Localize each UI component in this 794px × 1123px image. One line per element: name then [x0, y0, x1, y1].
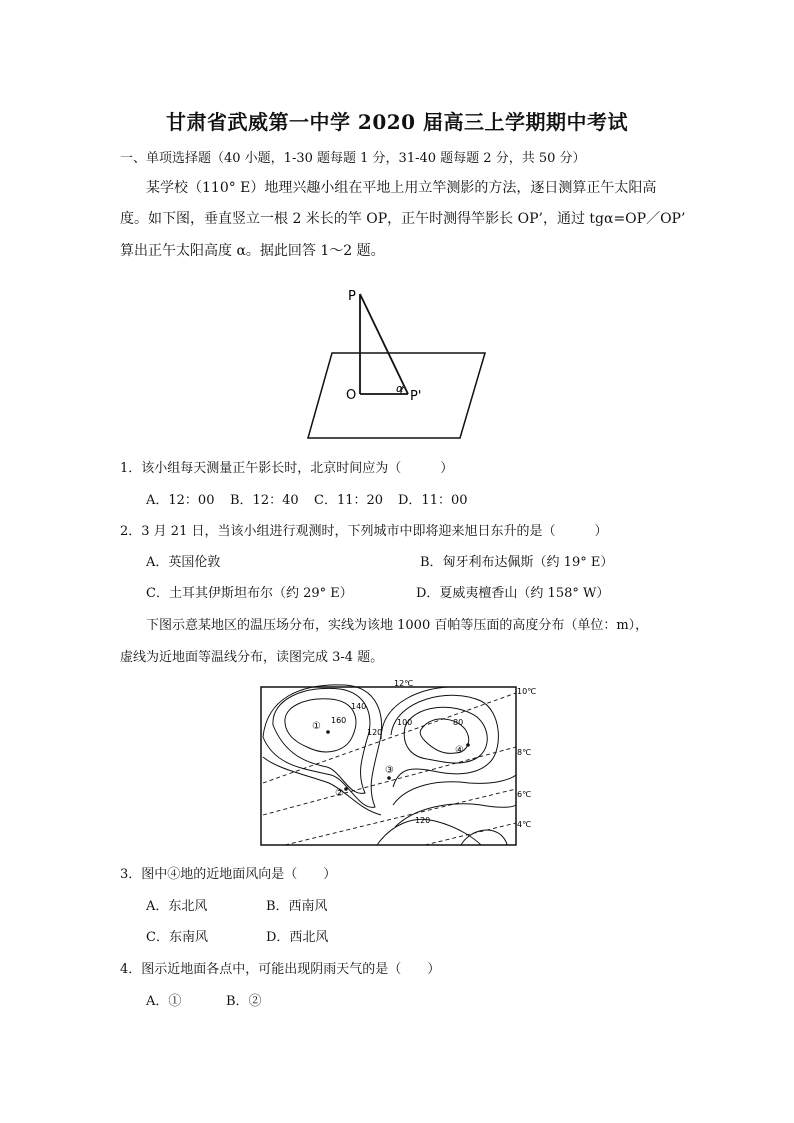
height-100-label: 100: [397, 718, 413, 727]
q1-option-a: A．12：00: [146, 493, 215, 508]
page-title: 甘肃省武威第一中学 2020 届高三上学期期中考试: [165, 110, 629, 134]
iso-8-label: 8℃: [517, 748, 532, 757]
height-120b-label: 120: [415, 816, 431, 825]
q3-option-a: A．东北风: [146, 899, 208, 914]
q4-option-a: A．①: [146, 994, 182, 1009]
iso-4-label: 4℃: [517, 820, 532, 829]
q2-option-a: A．英国伦敦: [146, 555, 221, 570]
iso-6-label: 6℃: [517, 790, 532, 799]
point-2-dot: [344, 787, 348, 791]
sun-ray-line: [360, 294, 408, 394]
q3-option-b: B．西南风: [266, 899, 328, 914]
iso-12-label: 12℃: [394, 679, 414, 688]
label-o: O: [346, 388, 357, 403]
q3-option-c: C．东南风: [146, 930, 208, 945]
q2-stem: 2．3 月 21 日，当该小组进行观测时，下列城市中即将迎来旭日东升的是（ ）: [120, 524, 608, 539]
intro1-line3: 算出正午太阳高度 α。据此回答 1～2 题。: [120, 243, 385, 259]
height-160-label: 160: [331, 716, 347, 725]
point-1-dot: [326, 730, 330, 734]
pole-shadow-figure: [300, 280, 500, 445]
intro2-line1: 下图示意某地区的温压场分布，实线为该地 1000 百帕等压面的高度分布（单位：m），: [146, 618, 649, 633]
point-4-label: ④: [455, 745, 464, 756]
point-3-dot: [387, 776, 391, 780]
q2-option-b: B．匈牙利布达佩斯（约 19° E）: [420, 555, 614, 570]
isobar-isotherm-map: [255, 675, 540, 850]
q1-option-d: D．11：00: [398, 493, 468, 508]
point-2-label: ②: [335, 788, 344, 799]
section-header: 一、单项选择题（40 小题，1-30 题每题 1 分，31-40 题每题 2 分，共 50 分）: [120, 151, 586, 166]
label-p: P: [348, 289, 356, 304]
label-p-prime: P': [410, 389, 422, 404]
iso-10-label: 10℃: [517, 687, 537, 696]
q4-stem: 4．图示近地面各点中，可能出现阴雨天气的是（ ）: [120, 962, 441, 977]
q2-option-d: D．夏威夷檀香山（约 158° W）: [416, 586, 610, 601]
q3-option-d: D．西北风: [266, 930, 329, 945]
isotherm-4: [425, 823, 516, 845]
intro2-line2: 虚线为近地面等温线分布，读图完成 3-4 题。: [120, 650, 384, 665]
point-1-label: ①: [312, 721, 321, 732]
q1-stem: 1．该小组每天测量正午影长时，北京时间应为（ ）: [120, 461, 454, 476]
q3-stem: 3．图中④地的近地面风向是（ ）: [120, 867, 337, 882]
ground-plane: [308, 353, 485, 438]
intro1-line1: 某学校（110° E）地理兴趣小组在平地上用立竿测影的方法，逐日测算正午太阳高: [146, 180, 657, 196]
label-alpha: α: [396, 382, 404, 395]
height-140-label: 140: [351, 702, 367, 711]
q2-option-c: C．土耳其伊斯坦布尔（约 29° E）: [146, 586, 353, 601]
height-80-label: 80: [453, 718, 464, 727]
height-120a-label: 120: [367, 728, 383, 737]
q4-option-b: B．②: [226, 994, 262, 1009]
point-3-label: ③: [385, 765, 394, 776]
point-4-dot: [466, 743, 470, 747]
intro1-line2: 度。如下图，垂直竖立一根 2 米长的竿 OP，正午时测得竿影长 OP’，通过 tgα=OP／OP’: [120, 211, 686, 227]
q1-option-c: C．11：20: [314, 493, 384, 508]
q1-option-b: B．12：40: [230, 493, 299, 508]
